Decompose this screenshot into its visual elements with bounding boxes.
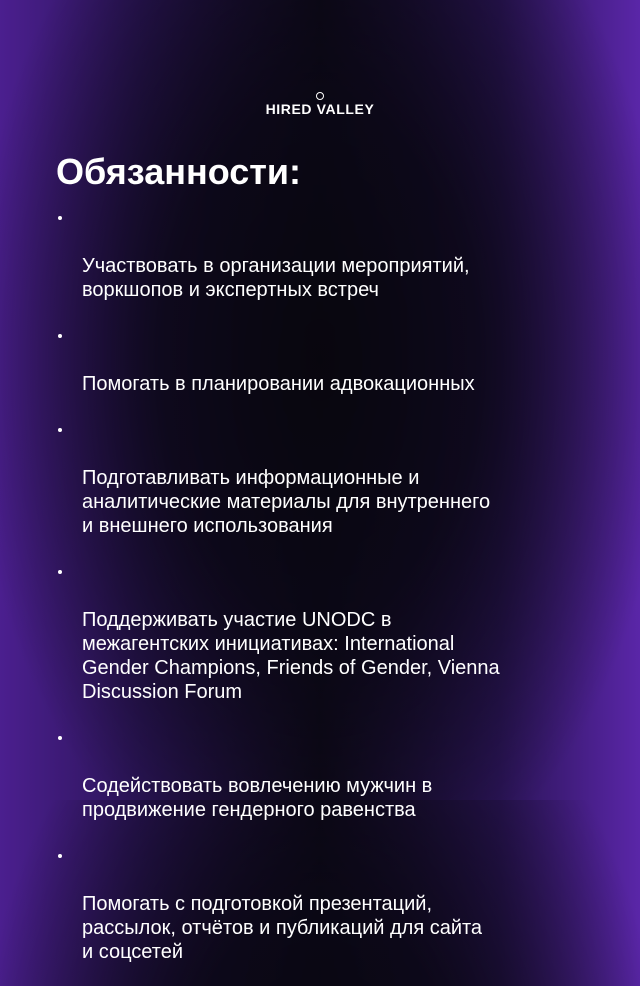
list-item [56, 560, 596, 704]
list-item-text: Содействовать вовлечению мужчин в продвижение гендерного равенства [82, 775, 433, 821]
brand-logo [0, 92, 640, 117]
list-item-text: Участвовать в организации мероприятий, воркшопов и экспертных встреч [82, 255, 470, 301]
list-item-text: Подготавливать информационные и аналитические материалы для внутреннего и внешнего использования [82, 467, 491, 537]
bullet-icon [58, 736, 62, 740]
list-item [56, 324, 596, 396]
list-item-text: Помогать в планировании адвокационных [82, 373, 475, 395]
responsibilities-list [56, 206, 596, 986]
page-title: Обязанности: [56, 151, 301, 192]
bullet-icon [58, 428, 62, 432]
circle-logo-icon [316, 92, 324, 100]
bullet-icon [58, 216, 62, 220]
list-item [56, 726, 596, 822]
list-item [56, 844, 596, 964]
bullet-icon [58, 570, 62, 574]
brand-name: HIRED VALLEY [265, 101, 375, 117]
list-item-text: Поддерживать участие UNODC в межагентских инициативах: International Gender Champions, Friends of Gender, Vienna Discussion Forum [82, 609, 500, 703]
list-item [56, 418, 596, 538]
bullet-icon [58, 334, 62, 338]
list-item-text: Помогать с подготовкой презентаций, рассылок, отчётов и публикаций для сайта и соцсетей [82, 893, 483, 963]
list-item [56, 206, 596, 302]
bullet-icon [58, 854, 62, 858]
